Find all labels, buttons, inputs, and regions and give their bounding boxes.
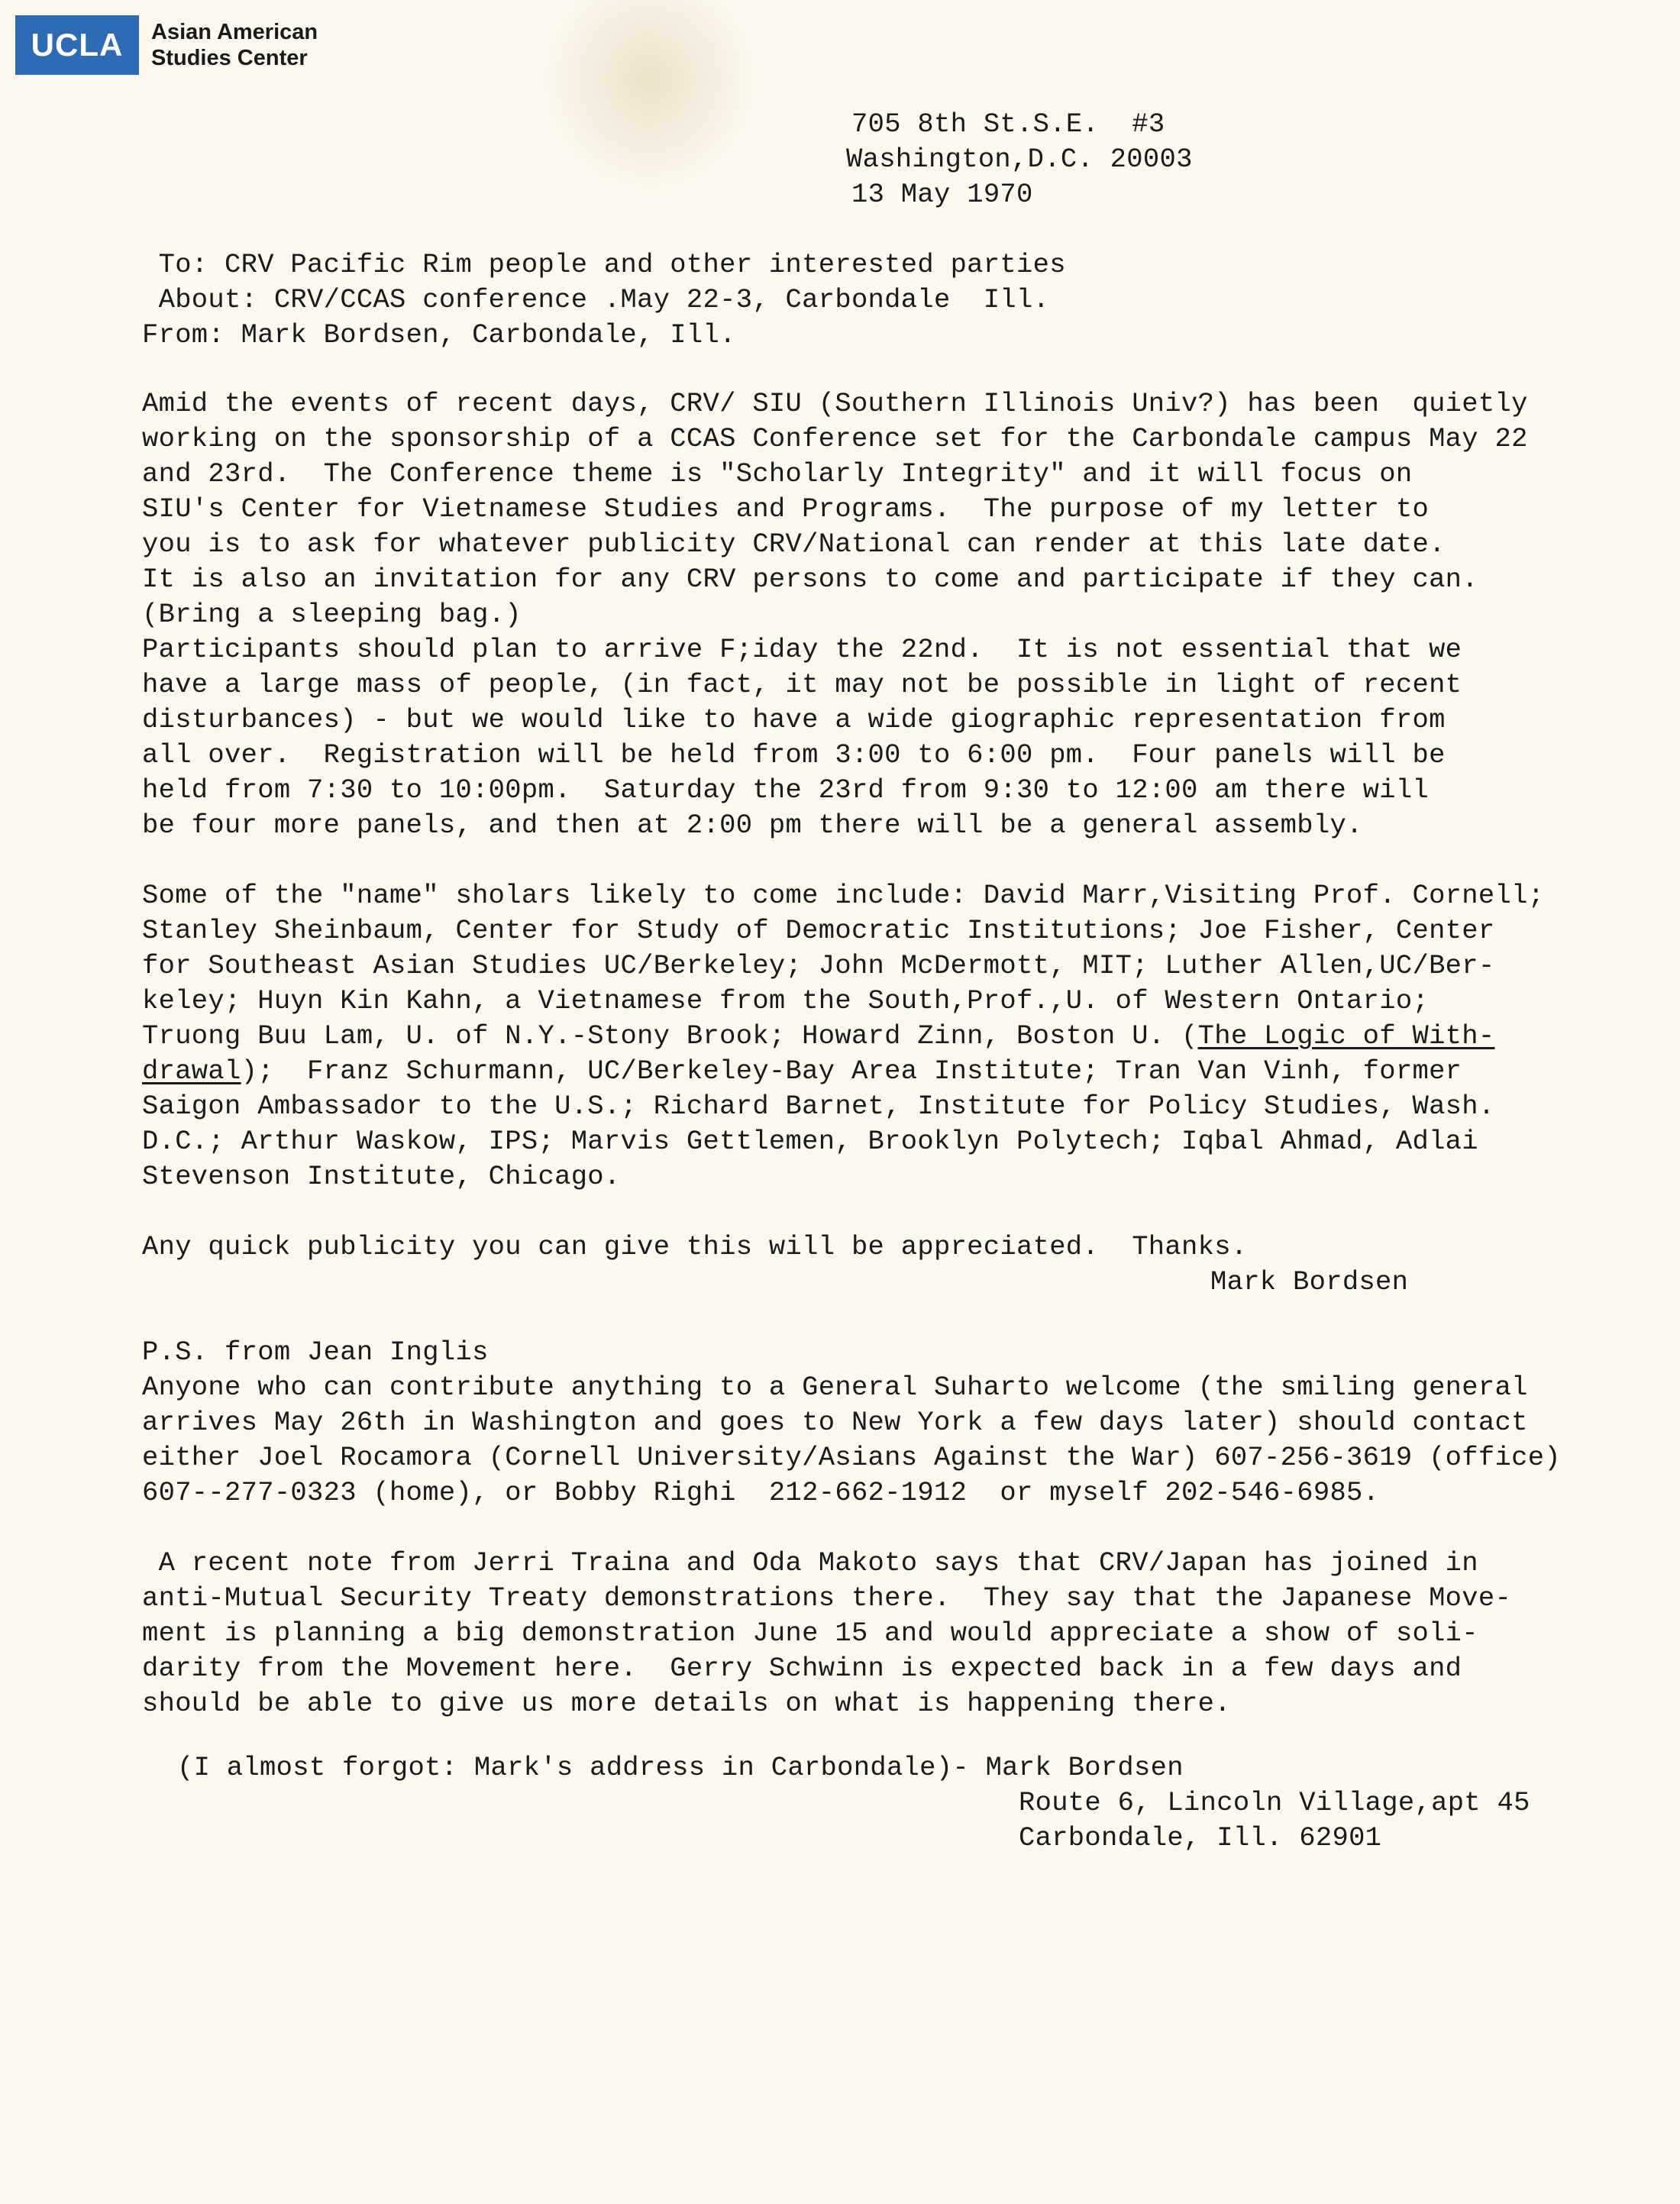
book-title-part1: The Logic of With- [1197,1020,1495,1052]
memo-to: To: CRV Pacific Rim people and other interested parties [142,249,1066,280]
para2-line6-text: ); Franz Schurmann, UC/Berkeley-Bay Area Institute; Tran Van Vinh, former [241,1055,1462,1087]
address-line-1: 705 8th St.S.E. #3 [851,108,1165,140]
signature: Mark Bordsen [1210,1266,1409,1298]
para2-line: keley; Huyn Kin Kahn, a Vietnamese from the South,Prof.,U. of Western Ontario; [142,985,1430,1016]
letter-date: 13 May 1970 [851,179,1033,210]
para1-line: have a large mass of people, (in fact, it may not be possible in light of recent [142,669,1462,700]
para1-line: held from 7:30 to 10:00pm. Saturday the 23rd from 9:30 to 12:00 am there will [142,774,1430,806]
para1-line: working on the sponsorship of a CCAS Conference set for the Carbondale campus May 22 [142,423,1528,454]
para2-line [142,1054,1462,1089]
mark-address-line-1: Route 6, Lincoln Village,apt 45 [1019,1787,1530,1818]
para1-line: SIU's Center for Vietnamese Studies and Programs. The purpose of my letter to [142,493,1430,525]
para1-line: and 23rd. The Conference theme is "Scholarly Integrity" and it will focus on [142,458,1413,490]
para1-line: disturbances) - but we would like to have a wide giographic representation from [142,704,1446,735]
logo-line-2: Studies Center [151,46,308,70]
ucla-logo-mark: UCLA [15,15,139,75]
paper-stain [535,0,764,199]
para1-line: Amid the events of recent days, CRV/ SIU (Southern Illinois Univ?) has been quietly [142,388,1528,419]
para2-line: D.C.; Arthur Waskow, IPS; Marvis Gettlemen, Brooklyn Polytech; Iqbal Ahmad, Adlai [142,1126,1478,1157]
para2-line: Stevenson Institute, Chicago. [142,1161,621,1192]
logo-line-1: Asian American [151,20,318,44]
ps-line: 607--277-0323 (home), or Bobby Righi 212-662-1912 or myself 202-546-6985. [142,1477,1380,1508]
ps-line: arrives May 26th in Washington and goes to New York a few days later) should contact [142,1407,1528,1438]
closing-line: Any quick publicity you can give this will be appreciated. Thanks. [142,1231,1248,1262]
para1-line: (Bring a sleeping bag.) [142,599,522,630]
para2-line: Stanley Sheinbaum, Center for Study of Democratic Institutions; Joe Fisher, Center [142,915,1495,946]
para1-line: all over. Registration will be held from 3:00 to 6:00 pm. Four panels will be [142,739,1446,771]
mark-address-line-2: Carbondale, Ill. 62901 [1019,1822,1382,1853]
para1-line: you is to ask for whatever publicity CRV/National can render at this late date. [142,528,1446,560]
book-title-part2: drawal [142,1055,241,1087]
logo-text [151,19,318,71]
address-line-2: Washington,D.C. 20003 [846,144,1193,175]
para2-line: Saigon Ambassador to the U.S.; Richard Barnet, Institute for Policy Studies, Wash. [142,1091,1495,1122]
para3-line: ment is planning a big demonstration June 15 and would appreciate a show of soli- [142,1617,1478,1649]
para2-line: Some of the "name" sholars likely to come include: David Marr,Visiting Prof. Cornell; [142,880,1545,911]
para1-line: Participants should plan to arrive F;iday the 22nd. It is not essential that we [142,634,1462,665]
footer-note: (I almost forgot: Mark's address in Carbondale)- Mark Bordsen [177,1752,1184,1783]
para3-line: should be able to give us more details on what is happening there. [142,1688,1231,1719]
ps-line: Anyone who can contribute anything to a General Suharto welcome (the smiling general [142,1372,1528,1403]
para3-line: A recent note from Jerri Traina and Oda Makoto says that CRV/Japan has joined in [142,1547,1478,1579]
para3-line: anti-Mutual Security Treaty demonstrations there. They say that the Japanese Move- [142,1582,1512,1614]
para1-line: It is also an invitation for any CRV persons to come and participate if they can. [142,564,1478,595]
memo-about: About: CRV/CCAS conference .May 22-3, Carbondale Ill. [142,284,1050,315]
memo-from: From: Mark Bordsen, Carbondale, Ill. [142,319,736,351]
para1-line: be four more panels, and then at 2:00 pm there will be a general assembly. [142,810,1363,841]
ps-line: either Joel Rocamora (Cornell University/Asians Against the War) 607-256-3619 (office) [142,1442,1561,1473]
para3-line: darity from the Movement here. Gerry Schwinn is expected back in a few days and [142,1653,1462,1684]
para2-line5-text: Truong Buu Lam, U. of N.Y.-Stony Brook; Howard Zinn, Boston U. ( [142,1020,1198,1052]
para2-line: for Southeast Asian Studies UC/Berkeley; John McDermott, MIT; Luther Allen,UC/Ber- [142,950,1495,981]
para2-line [142,1019,1495,1054]
ucla-aasc-logo [15,15,318,75]
ps-heading: P.S. from Jean Inglis [142,1336,489,1368]
